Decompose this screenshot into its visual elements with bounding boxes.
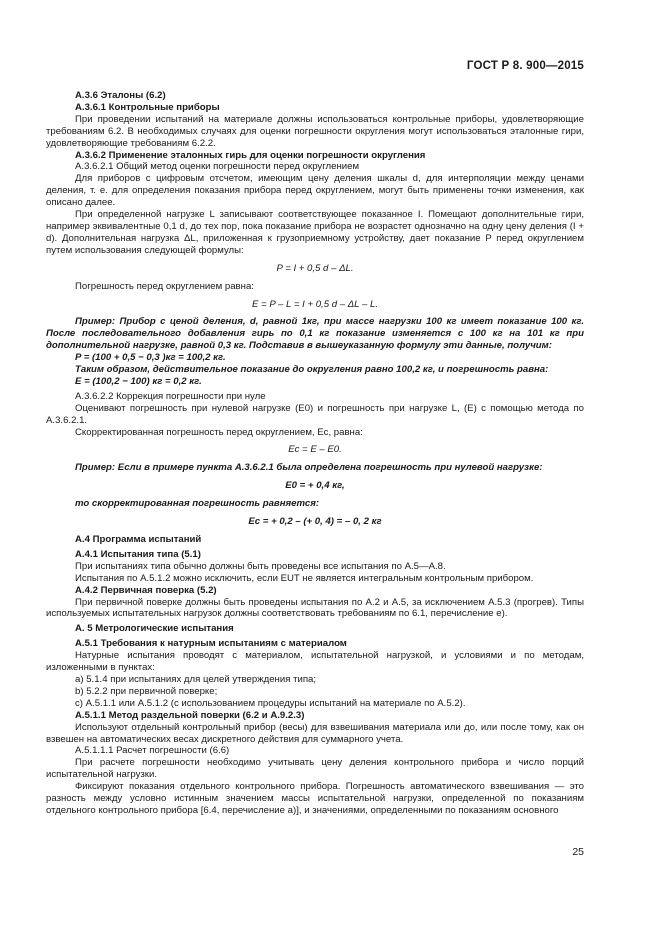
paragraph: Испытания по А.5.1.2 можно исключить, если EUT не является интегральным контрольным прибором.	[75, 572, 534, 584]
standard-number: ГОСТ Р 8. 900—2015	[466, 60, 584, 72]
clause-heading: А.3.6.2.2 Коррекция погрешности при нуле	[75, 390, 266, 402]
example-formula: E0 = + 0,4 кг,	[285, 480, 345, 492]
example-formula: Ec = + 0,2 – (+ 0, 4) = – 0, 2 кг	[248, 516, 382, 528]
clause-heading: А.5.1.1 Метод раздельной поверки (6.2 и А.9.2.3)	[75, 709, 305, 721]
formula: P = I + 0,5 d – ΔL.	[276, 262, 354, 274]
example-text: Пример: Прибор с ценой деления, d, равной 1кг, при массе нагрузки 100 кг имеет показание 100 кг. После последовательного добавления гирь по 0,1 кг показание изменяется с 100 кг на 101 кг при дополнительной нагрузке, равной 0,3 кг. Подставив в вышеуказанную формулу эти данные, получим:	[46, 316, 584, 352]
paragraph: При первичной поверке должны быть проведены испытания по А.2 и А.5, за исключением А.5.3 (прогрев). Типы используемых испытательных нагрузок должны соответствовать требованиям по 6.1, перечисление е).	[46, 596, 584, 620]
subsection-heading: А.3.6.1 Контрольные приборы	[75, 101, 220, 113]
example-text: Пример: Если в примере пункта А.3.6.2.1 была определена погрешность при нулевой нагрузке:	[75, 462, 543, 474]
example-formula: E = (100,2 − 100) кг = 0,2 кг.	[75, 375, 202, 387]
example-text: Таким образом, действительное показание до округления равно 100,2 кг, и погрешность равна:	[75, 364, 549, 376]
formula: E = P – L = I + 0,5 d – ΔL – L.	[251, 298, 378, 310]
formula: Ec = E – E0.	[288, 444, 342, 456]
paragraph: Фиксируют показания отдельного контрольного прибора. Погрешность автоматического взвешивания — это разность между условно истинным значением массы испытательной нагрузки, определенной по показаниям отдельного контрольного прибора [6.4, перечисление а)], и значениями, определенными по показаниям основного	[46, 781, 584, 816]
paragraph: Натурные испытания проводят с материалом, испытательной нагрузкой, и условиями и по методам, изложенными в пунктах:	[46, 650, 584, 674]
list-item: a) 5.1.4 при испытаниях для целей утверждения типа;	[75, 673, 317, 685]
page-number: 25	[572, 846, 584, 858]
document-body	[46, 90, 584, 817]
paragraph: Используют отдельный контрольный прибор (весы) для взвешивания материала или до, или после тому, как он взвешен на автоматических весах дискретного действия для суммарного учета.	[46, 721, 584, 745]
list-item: c) А.5.1.1 или А.5.1.2 (с использованием процедуры испытаний на материале по А.5.2).	[75, 697, 466, 709]
paragraph: Оценивают погрешность при нулевой нагрузке (E0) и погрешность при нагрузке L, (E) с помощью метода по А.3.6.2.1.	[46, 402, 584, 426]
paragraph: При проведении испытаний на материале должны использоваться контрольные приборы, удовлетворяющие требованиям 6.2. В необходимых случаях для оценки погрешности округления могут использоваться эталонные гири, удовлетворяющие требованиям 6.2.2.	[46, 113, 584, 149]
clause-heading: А.3.6.2.1 Общий метод оценки погрешности перед округлением	[75, 161, 360, 173]
list-item: b) 5.2.2 при первичной поверке;	[75, 685, 218, 697]
paragraph: Погрешность перед округлением равна:	[75, 280, 254, 292]
subsection-heading: А.4.1 Испытания типа (5.1)	[75, 548, 201, 560]
example-text: то скорректированная погрешность равняется:	[75, 498, 320, 510]
example-formula: P = (100 + 0,5 − 0,3 )кг = 100,2 кг.	[75, 352, 226, 364]
paragraph: При определенной нагрузке L записывают соответствующее показанное I. Помещают дополнительные гири, например эквивалентные 0,1 d, до тех пор, пока показание прибора не возрастет однозначно на одну цену деления (I + d). Дополнительная нагрузка ΔL, приложенная к грузоприемному устройству, дает показание P перед округлением путем использования следующей формулы:	[46, 209, 584, 256]
subsection-heading: А.5.1 Требования к натурным испытаниям с материалом	[75, 638, 347, 650]
section-heading: А.4 Программа испытаний	[75, 534, 202, 545]
paragraph: При расчете погрешности необходимо учитывать цену деления контрольного прибора и число порций испытательной нагрузки.	[46, 757, 584, 781]
section-heading: А. 5 Метрологические испытания	[75, 623, 234, 635]
paragraph: Скорректированная погрешность перед округлением, Ec, равна:	[75, 426, 363, 438]
subsection-heading: А.3.6.2 Применение эталонных гирь для оценки погрешности округления	[75, 149, 426, 161]
subsection-heading: А.4.2 Первичная поверка (5.2)	[75, 584, 217, 596]
paragraph: При испытаниях типа обычно должны быть проведены все испытания по А.5—А.8.	[75, 560, 446, 572]
paragraph: Для приборов с цифровым отсчетом, имеющим цену деления шкалы d, для интерполяции между ценами деления, т. е. для определения показания прибора перед округлением, могут быть применены точки изменения, как описано далее.	[46, 173, 584, 209]
clause-heading: А.5.1.1.1 Расчет погрешности (6.6)	[75, 745, 230, 757]
section-heading: А.3.6 Эталоны (6.2)	[75, 90, 166, 101]
